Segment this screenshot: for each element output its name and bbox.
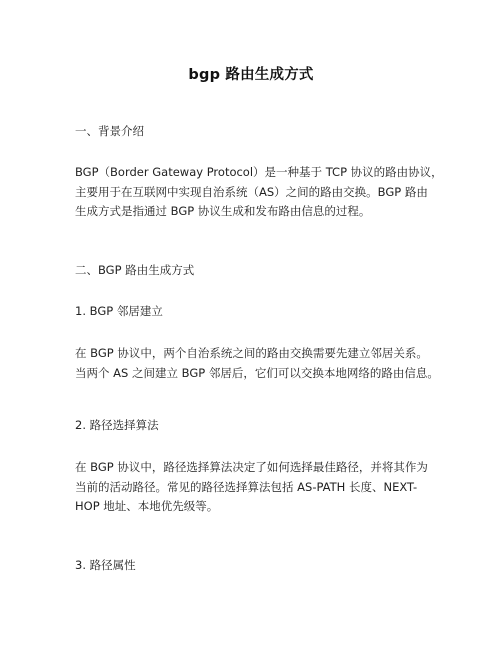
- paragraph-line: 当前的活动路径。常见的路径选择算法包括 AS-PATH 长度、NEXT-: [75, 479, 418, 494]
- paragraph-line: 生成方式是指通过 BGP 协议生成和发布路由信息的过程。: [75, 204, 371, 218]
- section-heading-background: 一、背景介绍: [75, 124, 144, 138]
- paragraph-background: [75, 163, 443, 222]
- paragraph-line: HOP 地址、本地优先级等。: [75, 499, 219, 513]
- paragraph-path-selection: [75, 458, 437, 517]
- paragraph-line: 当两个 AS 之间建立 BGP 邻居后，它们可以交换本地网络的路由信息。: [75, 365, 439, 380]
- paragraph-line: 主要用于在互联网中实现自治系统（AS）之间的路由交换。BGP 路由: [75, 184, 428, 199]
- paragraph-neighbor-establishment: [75, 344, 437, 383]
- subheading-neighbor-establishment: 1. BGP 邻居建立: [75, 304, 163, 318]
- subheading-path-selection: 2. 路径选择算法: [75, 418, 159, 432]
- subheading-path-attributes: 3. 路径属性: [75, 558, 136, 572]
- section-heading-bgp-route-generation: 二、BGP 路由生成方式: [75, 263, 195, 277]
- paragraph-line: BGP（Border Gateway Protocol）是一种基于 TCP 协议的路由协议，: [75, 165, 443, 179]
- paragraph-line: 在 BGP 协议中，路径选择算法决定了如何选择最佳路径，并将其作为: [75, 460, 428, 474]
- paragraph-line: 在 BGP 协议中，两个自治系统之间的路由交换需要先建立邻居关系。: [75, 346, 428, 360]
- document-title: bgp 路由生成方式: [188, 67, 314, 83]
